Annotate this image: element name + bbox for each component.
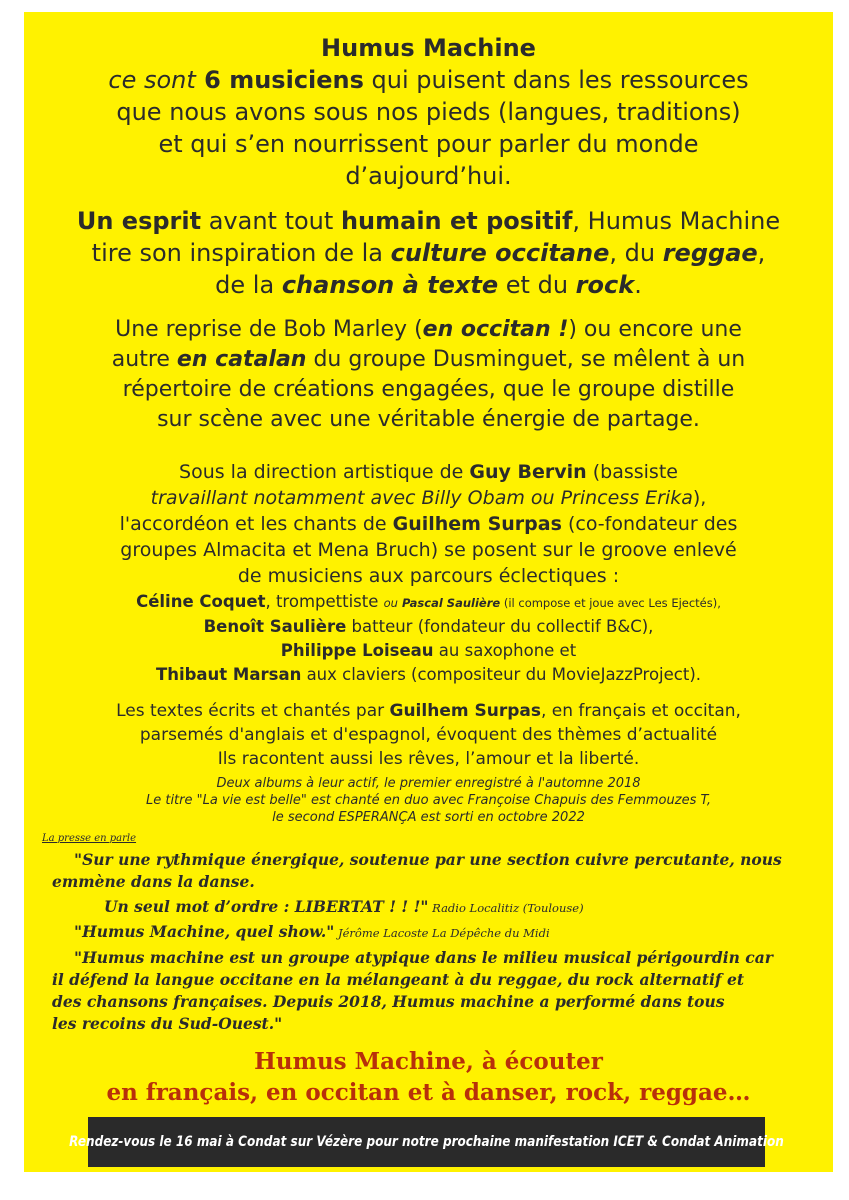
band-title: Humus Machine xyxy=(321,34,536,62)
spirit-highlight: chanson à texte xyxy=(281,271,499,299)
musician-name: Guy Bervin xyxy=(469,461,587,483)
direction-line: de musiciens aux parcours éclectiques : xyxy=(237,565,620,587)
musician-role: aux claviers (compositeur du MovieJazzProject). xyxy=(301,665,702,684)
spirit-highlight: Un esprit xyxy=(76,207,202,235)
press-quote-line: il défend la langue occitane en la mélangeant à du reggae, du rock alternatif et xyxy=(52,970,745,989)
musician-line xyxy=(24,639,833,663)
spirit-text: , xyxy=(757,239,766,267)
direction-text: ), xyxy=(692,487,707,509)
direction-text: Sous la direction artistique de xyxy=(179,461,470,483)
spirit-text: , du xyxy=(609,239,663,267)
lyrics-line xyxy=(24,699,833,723)
musician-role: (il compose et joue avec Les Ejectés), xyxy=(500,596,721,610)
direction-text: (co-fondateur des xyxy=(561,513,738,535)
press-quote-text: "Humus Machine, quel show." xyxy=(74,922,335,941)
spirit-highlight: humain et positif xyxy=(340,207,573,235)
spirit-line xyxy=(24,237,833,269)
spirit-text: avant tout xyxy=(201,207,341,235)
direction-line xyxy=(24,485,833,511)
press-quote-line: emmène dans la danse. xyxy=(52,872,255,891)
intro-line: que nous avons sous nos pieds (langues, traditions) xyxy=(116,98,741,126)
musician-line xyxy=(24,590,833,615)
musician-role: ou xyxy=(383,596,398,610)
event-announcement-text: Rendez-vous le 16 mai à Condat sur Vézère pour notre prochaine manifestation ICET & Condat Animation xyxy=(69,1134,784,1150)
direction-paragraph xyxy=(24,459,833,589)
musicians-list xyxy=(24,590,833,687)
lyrics-line: parsemés d'anglais et d'espagnol, évoquent des thèmes d’actualité xyxy=(139,725,718,745)
musician-name: Philippe Loiseau xyxy=(280,641,434,660)
lyrics-paragraph xyxy=(24,699,833,771)
musician-role: au saxophone et xyxy=(433,641,577,660)
musician-name: Benoît Saulière xyxy=(203,617,347,636)
direction-text: (bassiste xyxy=(586,461,678,483)
intro-line xyxy=(24,64,833,96)
musician-line xyxy=(24,663,833,687)
intro-text: qui puisent dans les ressources xyxy=(363,66,749,94)
spirit-highlight: reggae xyxy=(662,239,758,267)
albums-line: Deux albums à leur actif, le premier enregistré à l'automne 2018 xyxy=(216,776,641,791)
albums-line: le second ESPERANÇA est sorti en octobre 2022 xyxy=(272,810,585,825)
spirit-paragraph xyxy=(24,205,833,301)
direction-line xyxy=(24,459,833,485)
flyer-sheet xyxy=(24,12,833,1172)
repertoire-text: Une reprise de Bob Marley ( xyxy=(115,317,423,342)
albums-paragraph xyxy=(24,775,833,826)
musician-name: Céline Coquet xyxy=(136,592,266,611)
press-quote-text: Un seul mot d’ordre : LIBERTAT ! ! !" xyxy=(104,897,429,916)
lyrics-line: Ils racontent aussi les rêves, l’amour et la liberté. xyxy=(217,749,640,769)
musician-name: Pascal Saulière xyxy=(397,596,501,610)
musician-line xyxy=(24,615,833,639)
albums-line: Le titre "La vie est belle" est chanté en duo avec Françoise Chapuis des Femmouzes T, xyxy=(145,793,712,808)
press-section-label: La presse en parle xyxy=(42,833,137,844)
lyrics-text: Les textes écrits et chantés par xyxy=(116,701,390,721)
press-quote-line: les recoins du Sud-Ouest." xyxy=(52,1014,283,1033)
direction-line xyxy=(24,511,833,537)
press-quote-source: Jérôme Lacoste La Dépêche du Midi xyxy=(334,926,550,940)
intro-paragraph xyxy=(24,32,833,192)
musician-role: , trompettiste xyxy=(265,592,384,611)
lyrics-text: , en français et occitan, xyxy=(540,701,741,721)
press-quote-line xyxy=(74,921,550,944)
repertoire-line xyxy=(24,315,833,345)
spirit-highlight: culture occitane xyxy=(390,239,610,267)
spirit-text: , Humus Machine xyxy=(572,207,781,235)
spirit-text: de la xyxy=(215,271,282,299)
direction-text: l'accordéon et les chants de xyxy=(119,513,393,535)
spirit-line xyxy=(24,269,833,301)
spirit-text: tire son inspiration de la xyxy=(91,239,391,267)
press-quote-line: "Sur une rythmique énergique, soutenue par une section cuivre percutante, nous xyxy=(74,850,782,869)
spirit-text: et du xyxy=(498,271,576,299)
closing-line: en français, en occitan et à danser, rock, reggae… xyxy=(106,1079,751,1106)
intro-line: et qui s’en nourrissent pour parler du monde xyxy=(158,130,699,158)
spirit-highlight: rock xyxy=(575,271,635,299)
closing-line: Humus Machine, à écouter xyxy=(254,1048,603,1075)
repertoire-line xyxy=(24,345,833,375)
musician-role: batteur (fondateur du collectif B&C), xyxy=(346,617,654,636)
repertoire-highlight: en occitan ! xyxy=(422,317,569,342)
intro-highlight: 6 musiciens xyxy=(195,66,364,94)
press-quote-line xyxy=(104,896,584,919)
repertoire-line: sur scène avec une véritable énergie de partage. xyxy=(157,407,700,432)
repertoire-highlight: en catalan xyxy=(176,347,307,372)
press-quote-line: des chansons françaises. Depuis 2018, Humus machine a performé dans tous xyxy=(52,992,725,1011)
musician-name: Guilhem Surpas xyxy=(392,513,562,535)
event-announcement-bar xyxy=(69,1117,784,1167)
spirit-text: . xyxy=(634,271,642,299)
repertoire-text: ) ou encore une xyxy=(568,317,742,342)
musician-name: Guilhem Surpas xyxy=(389,701,541,721)
closing-slogan xyxy=(24,1046,833,1108)
repertoire-text: du groupe Dusminguet, se mêlent à un xyxy=(306,347,746,372)
intro-text: ce sont xyxy=(108,66,196,94)
direction-text: travaillant notamment avec Billy Obam ou Princess Erika xyxy=(150,487,693,509)
repertoire-text: autre xyxy=(111,347,177,372)
direction-line: groupes Almacita et Mena Bruch) se posent sur le groove enlevé xyxy=(120,539,737,561)
intro-line: d’aujourd’hui. xyxy=(345,162,512,190)
musician-name: Thibaut Marsan xyxy=(155,665,302,684)
press-quote-line: "Humus machine est un groupe atypique dans le milieu musical périgourdin car xyxy=(74,948,773,967)
spirit-line xyxy=(24,205,833,237)
press-quote-source: Radio Localitiz (Toulouse) xyxy=(428,901,584,915)
repertoire-paragraph xyxy=(24,315,833,435)
repertoire-line: répertoire de créations engagées, que le groupe distille xyxy=(122,377,735,402)
